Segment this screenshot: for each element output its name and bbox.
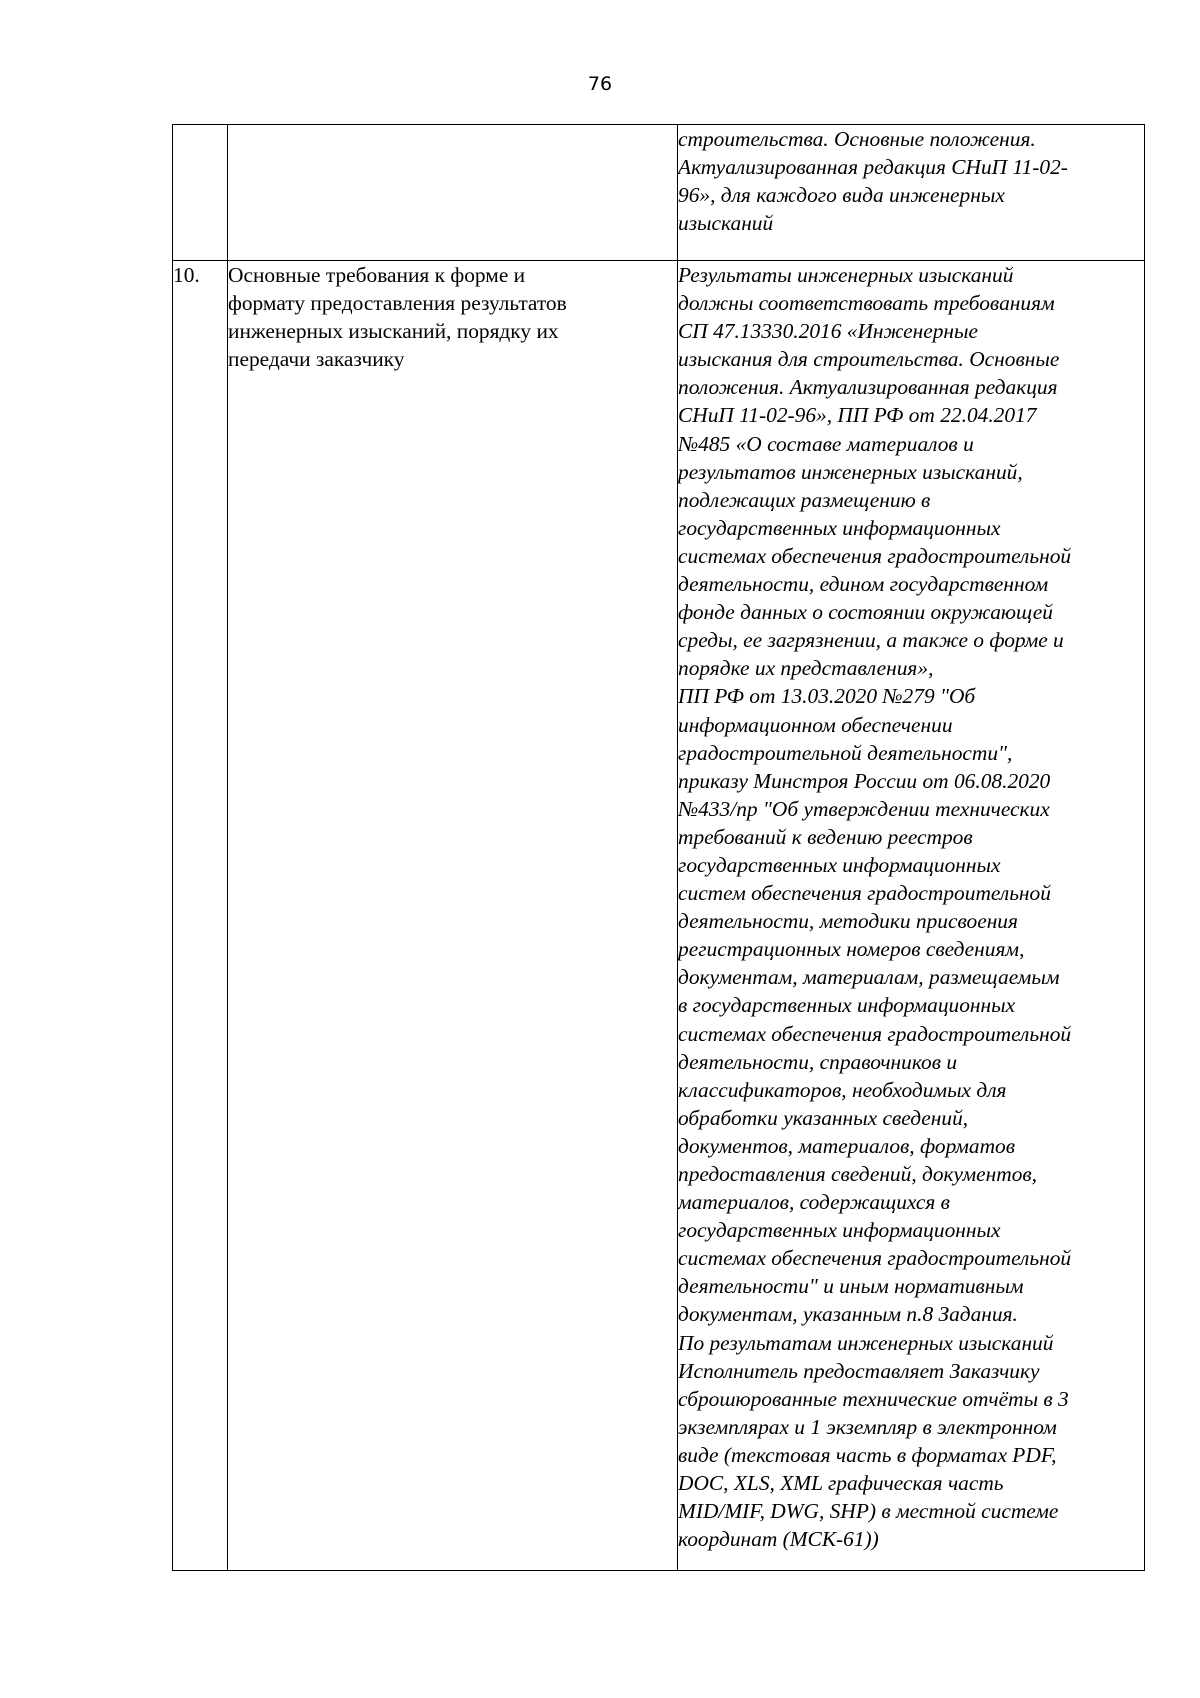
label-line: инженерных изысканий, порядку их: [228, 319, 559, 344]
label-line: Основные требования к форме и: [228, 263, 526, 287]
value-line: 96», для каждого вида инженерных: [678, 183, 1005, 208]
requirement-value-cell: [678, 125, 1145, 261]
value-line: порядке их представления»,: [678, 656, 934, 681]
value-line: государственных информационных: [678, 852, 1001, 877]
value-line: системах обеспечения градостроительной: [678, 1021, 1072, 1046]
value-line: По результатам инженерных изысканий: [678, 1330, 1054, 1355]
value-line: должны соответствовать требованиям: [678, 291, 1055, 316]
value-line: Актуализированная редакция СНиП 11-02-: [678, 155, 1068, 180]
value-line: СП 47.13330.2016 «Инженерные: [678, 319, 979, 344]
value-line: деятельности, справочников и: [678, 1049, 958, 1074]
label-line: формату предоставления результатов: [228, 291, 567, 316]
value-line: в государственных информационных: [678, 993, 1016, 1018]
value-line: фонде данных о состоянии окружающей: [678, 600, 1053, 625]
requirement-label-cell: [228, 125, 678, 261]
value-line: приказу Минстроя России от 06.08.2020: [678, 768, 1051, 793]
value-line: Результаты инженерных изысканий: [678, 263, 1014, 287]
page-number: 76: [587, 73, 613, 95]
value-line: ПП РФ от 13.03.2020 №279 "Об: [678, 684, 976, 709]
value-line: подлежащих размещению в: [678, 487, 931, 512]
table-row: [173, 125, 1145, 261]
value-line: обработки указанных сведений,: [678, 1105, 969, 1130]
row-number-cell: [173, 125, 228, 261]
value-line: строительства. Основные положения.: [678, 127, 1036, 151]
value-line: экземплярах и 1 экземпляр в электронном: [678, 1414, 1057, 1439]
row-number-cell: 10.: [173, 261, 228, 1571]
value-line: сброшюрованные технические отчёты в 3: [678, 1386, 1069, 1411]
value-line: изысканий: [678, 211, 774, 236]
value-line: классификаторов, необходимых для: [678, 1077, 1007, 1102]
value-line: системах обеспечения градостроительной: [678, 1246, 1072, 1271]
value-line: среды, ее загрязнении, а также о форме и: [678, 628, 1064, 653]
value-line: документам, указанным п.8 Задания.: [678, 1302, 1018, 1327]
value-line: градостроительной деятельности",: [678, 740, 1013, 765]
value-line: координат (МСК-61)): [678, 1527, 879, 1552]
value-line: документов, материалов, форматов: [678, 1133, 1016, 1158]
value-line: регистрационных номеров сведениям,: [678, 937, 1025, 962]
requirements-table: [172, 124, 1145, 1571]
value-line: СНиП 11-02-96», ПП РФ от 22.04.2017: [678, 403, 1037, 428]
value-line: требований к ведению реестров: [678, 824, 973, 849]
value-line: государственных информационных: [678, 515, 1001, 540]
value-line: положения. Актуализированная редакция: [678, 375, 1058, 400]
value-line: MID/MIF, DWG, SHP) в местной системе: [678, 1499, 1059, 1524]
requirement-label-cell: [228, 261, 678, 1571]
value-line: деятельности" и иным нормативным: [678, 1274, 1024, 1299]
value-line: №433/пр "Об утверждении технических: [678, 796, 1050, 821]
table-row: [173, 261, 1145, 1571]
value-line: изыскания для строительства. Основные: [678, 347, 1060, 372]
value-line: информационном обеспечении: [678, 712, 953, 737]
value-line: виде (текстовая часть в форматах PDF,: [678, 1442, 1057, 1467]
value-line: систем обеспечения градостроительной: [678, 881, 1051, 906]
requirement-value-cell: [678, 261, 1145, 1571]
value-line: материалов, содержащихся в: [678, 1190, 950, 1215]
label-line: передачи заказчику: [228, 347, 405, 372]
value-line: №485 «О составе материалов и: [678, 431, 974, 456]
value-line: результатов инженерных изысканий,: [678, 459, 1023, 484]
value-line: государственных информационных: [678, 1218, 1001, 1243]
value-line: деятельности, методики присвоения: [678, 909, 1018, 934]
value-line: DOC, XLS, XML графическая часть: [678, 1471, 1004, 1496]
value-line: Исполнитель предоставляет Заказчику: [678, 1358, 1040, 1383]
value-line: документам, материалам, размещаемым: [678, 965, 1060, 990]
value-line: деятельности, едином государственном: [678, 572, 1049, 597]
value-line: системах обеспечения градостроительной: [678, 543, 1072, 568]
value-line: предоставления сведений, документов,: [678, 1162, 1038, 1186]
